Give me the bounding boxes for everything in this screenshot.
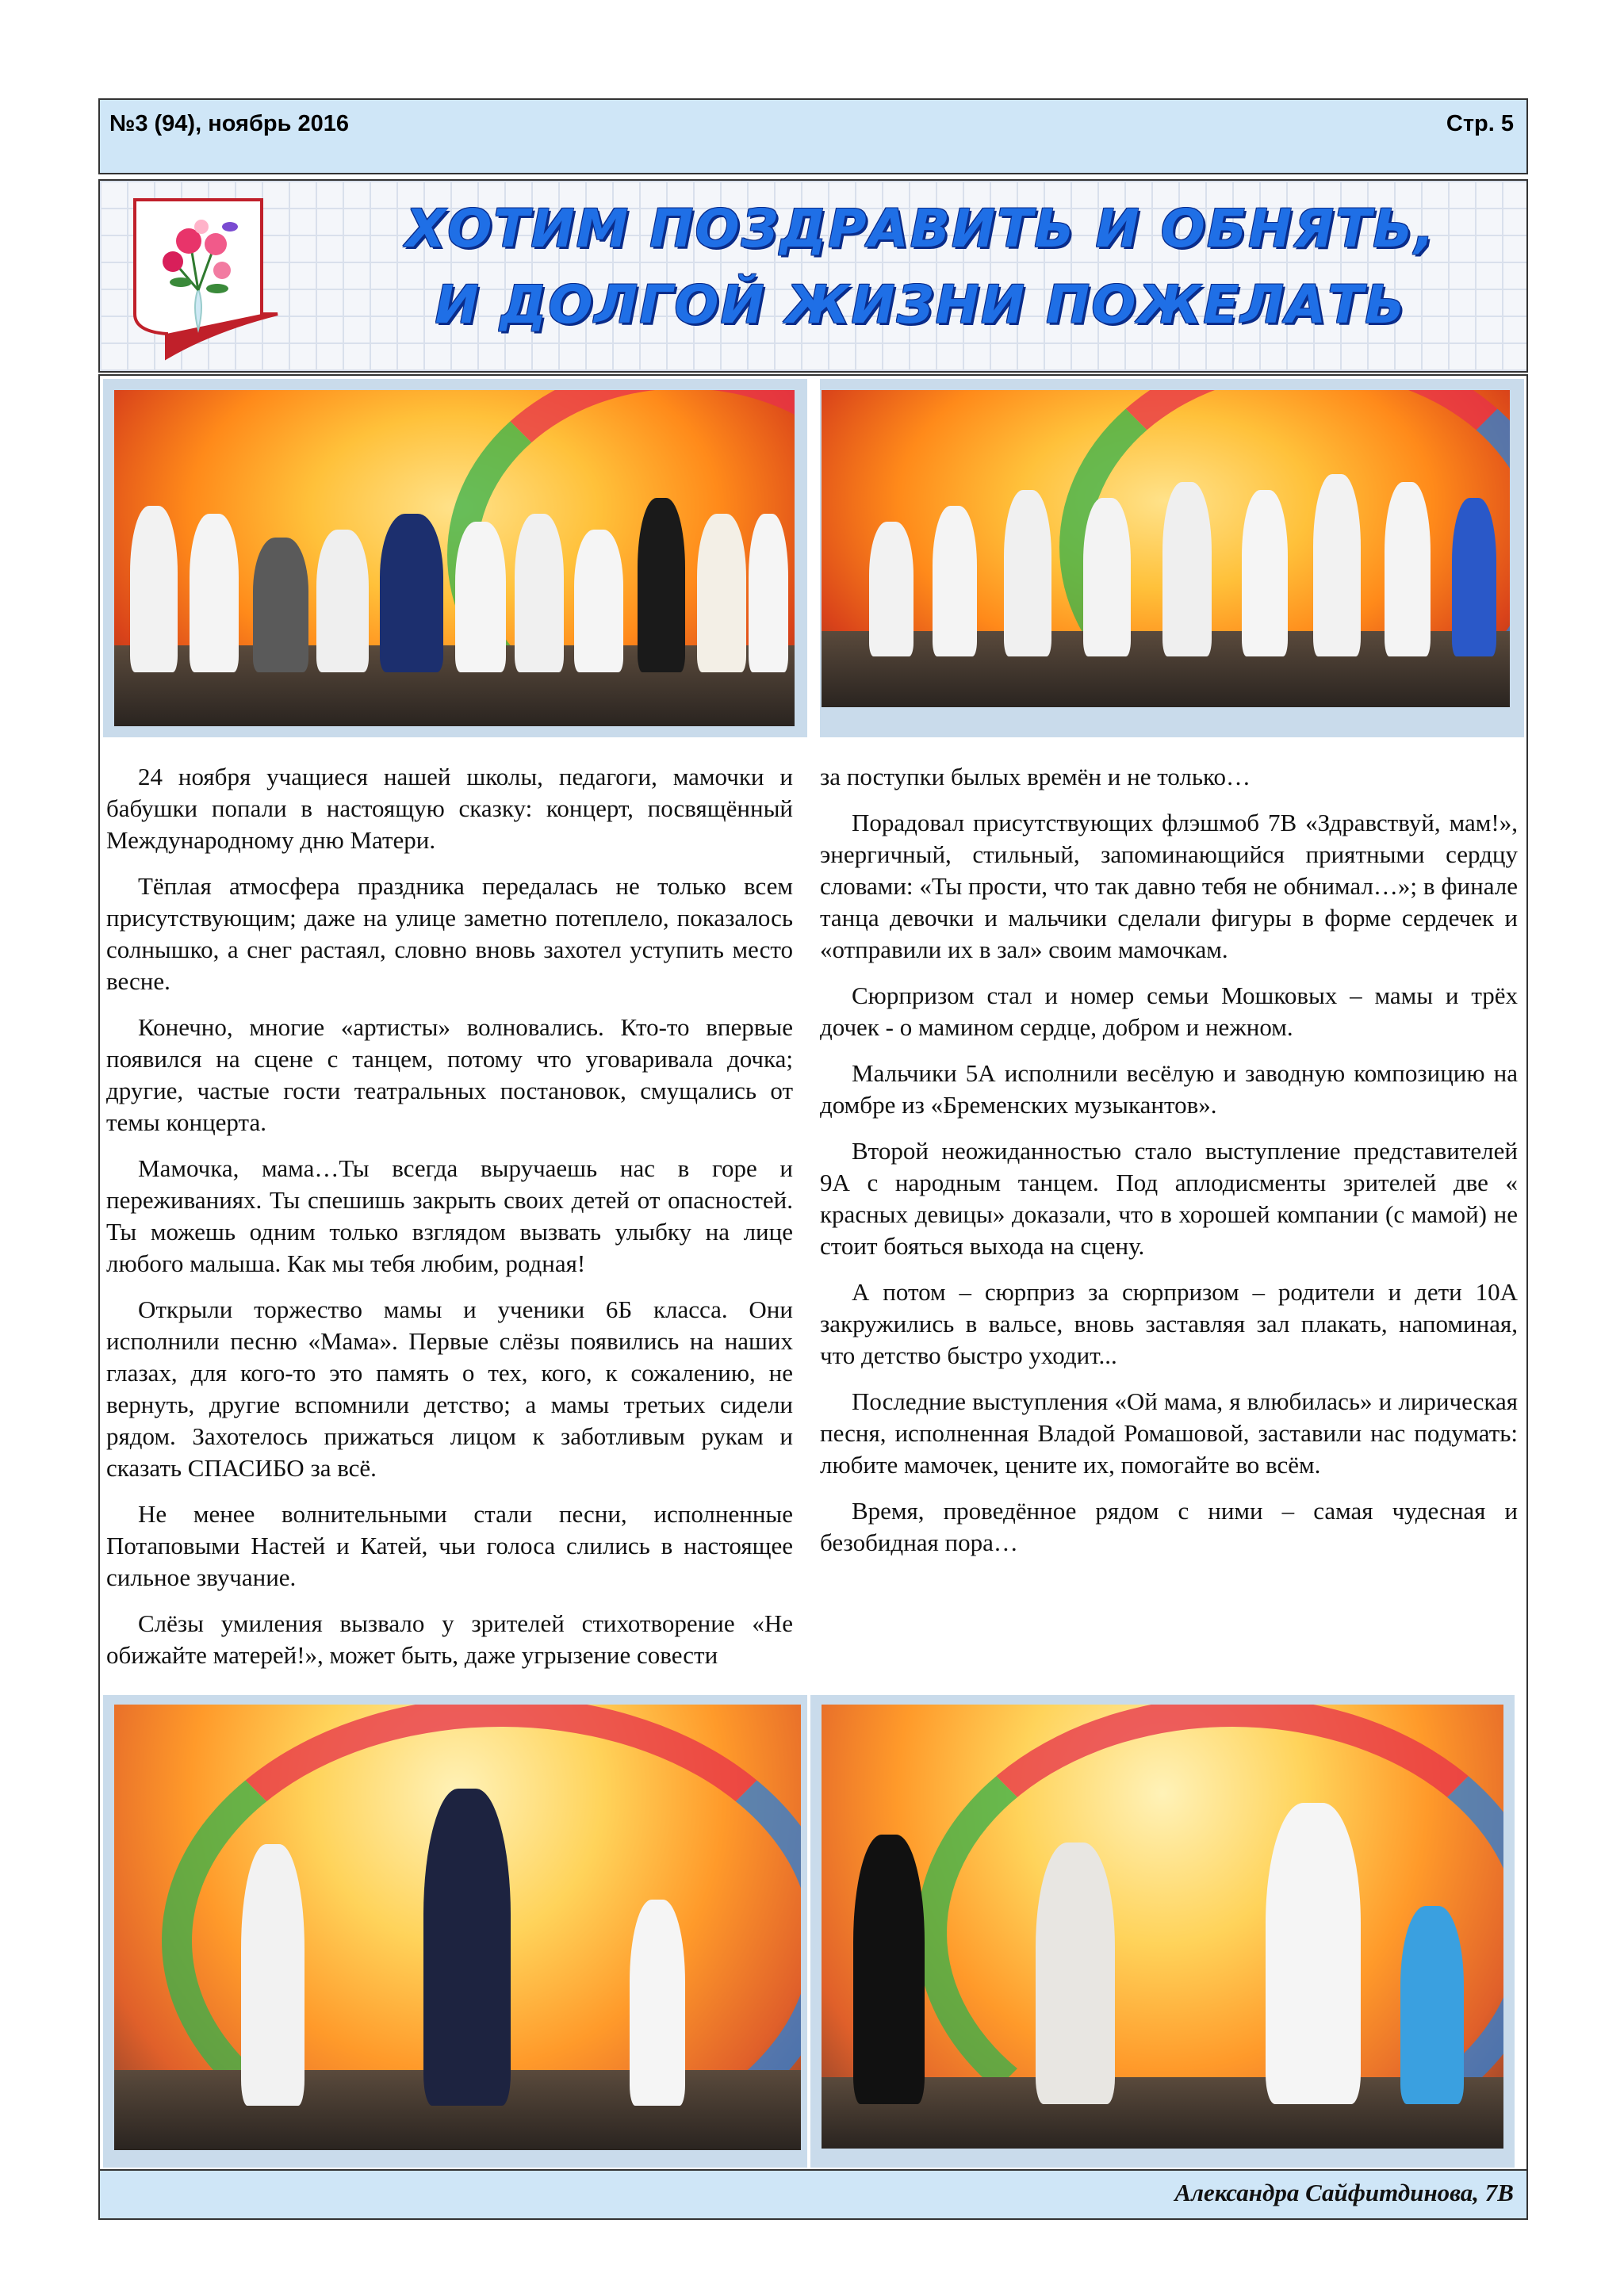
author-signature: Александра Сайфитдинова, 7В bbox=[1174, 2179, 1514, 2206]
article-paragraph: Слёзы умиления вызвало у зрителей стихотворение «Не обижайте матерей!», может быть, даже угрызение совести bbox=[106, 1609, 793, 1669]
flower-bouquet-icon bbox=[119, 195, 285, 362]
title-block bbox=[98, 179, 1528, 373]
article-paragraph: Порадовал присутствующих флэшмоб 7В «Здравствуй, мам!», энергичный, стильный, запоминающийся приятными сердцу словами: «Ты прости, что так давно тебя не обнимал…»; в финале танца девочки и мальчики сделали фигуры в форме сердечек и «отправили их в зал» своим мамочкам. bbox=[820, 809, 1518, 963]
article-left-column bbox=[106, 761, 793, 1686]
article-right-column bbox=[820, 761, 1518, 1573]
article-paragraph: Второй неожиданностью стало выступление представителей 9А с народным танцем. Под аплодисменты зрителей две « красных девицы» доказали, что в хорошей компании (с мамой) не стоит бояться выхода на сцену. bbox=[820, 1137, 1518, 1260]
article-paragraph: Конечно, многие «артисты» волновались. Кто-то впервые появился на сцене с танцем, потому что уговаривала дочка; другие, частые гости театральных постановок, смущались от темы концерта. bbox=[106, 1013, 793, 1136]
article-paragraph: Открыли торжество мамы и ученики 6Б класса. Они исполнили песню «Мама». Первые слёзы появились на наших глазах, для кого-то это память о тех, кого, к сожалению, не вернуть, другие вспомнили детство; а мамы третьих сидели рядом. Захотелось прижаться лицом к заботливым рукам и сказать СПАСИБО за всё. bbox=[106, 1295, 793, 1482]
article-paragraph: Время, проведённое рядом с ними – самая чудесная и безобидная пора… bbox=[820, 1497, 1518, 1556]
title-line-1: ХОТИМ ПОЗДРАВИТЬ И ОБНЯТЬ, bbox=[405, 198, 1436, 259]
mother-daughters-photo bbox=[822, 1705, 1503, 2149]
choir-photo bbox=[114, 390, 795, 726]
page-header bbox=[98, 98, 1528, 174]
page-footer bbox=[98, 2171, 1528, 2220]
article-paragraph: Мамочка, мама…Ты всегда выручаешь нас в горе и переживаниях. Ты спешишь закрыть своих детей от опасностей. Ты можешь одним только взглядом вызвать улыбку на лице любого малыша. Как мы тебя любим, родная! bbox=[106, 1154, 793, 1277]
dance-heart-photo bbox=[822, 390, 1510, 707]
family-song-photo bbox=[114, 1705, 801, 2150]
article-paragraph: Сюрпризом стал и номер семьи Мошковых – мамы и трёх дочек - о мамином сердце, добром и нежном. bbox=[820, 982, 1518, 1041]
article-paragraph: А потом – сюрприз за сюрпризом – родители и дети 10А закружились в вальсе, вновь заставляя зал плакать, напоминая, что детство быстро уходит... bbox=[820, 1278, 1518, 1369]
article-paragraph: Не менее волнительными стали песни, исполненные Потаповыми Настей и Катей, чьи голоса слились в настоящее сильное звучание. bbox=[106, 1500, 793, 1591]
page-number: Стр. 5 bbox=[1446, 111, 1514, 136]
article-paragraph: Мальчики 5А исполнили весёлую и заводную композицию на домбре из «Бременских музыкантов». bbox=[820, 1059, 1518, 1119]
article-paragraph: 24 ноября учащиеся нашей школы, педагоги, мамочки и бабушки попали в настоящую сказку: концерт, посвящённый Международному дню Матери. bbox=[106, 763, 793, 854]
issue-number: №3 (94), ноябрь 2016 bbox=[109, 111, 349, 136]
title-line-2: И ДОЛГОЙ ЖИЗНИ ПОЖЕЛАТЬ bbox=[435, 274, 1407, 335]
article-continuation: за поступки былых времён и не только… bbox=[820, 763, 1251, 790]
article-paragraph: Тёплая атмосфера праздника передалась не только всем присутствующим; даже на улице заметно потеплело, показалось солнышко, а снег растаял, словно вновь захотел уступить место весне. bbox=[106, 872, 793, 995]
article-paragraph: Последние выступления «Ой мама, я влюбилась» и лирическая песня, исполненная Владой Ромашовой, заставили нас подумать: любите мамочек, цените их, помогайте во всём. bbox=[820, 1387, 1518, 1479]
